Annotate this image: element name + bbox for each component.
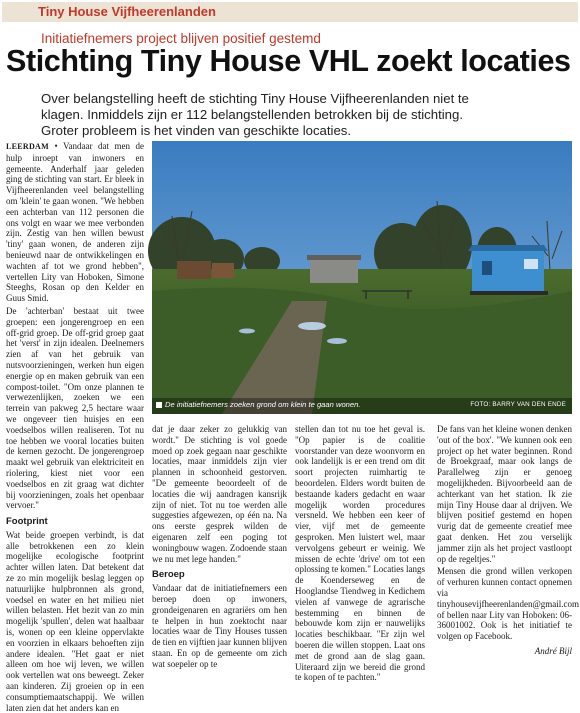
kicker: Initiatiefnemers project blijven positief gestemd xyxy=(41,31,321,46)
dateline: LEERDAM xyxy=(6,142,49,151)
article-column-3 xyxy=(295,424,425,683)
article-photo xyxy=(152,141,572,414)
paragraph xyxy=(6,141,144,304)
paragraph: Mensen die grond willen verkopen of verhuren kunnen contact opnemen via tinyhousevijfheerenlanden@gmail.com of bellen naar Lity van Hoboken: 06-36001002. Ook is het initiatief te volgen op Facebook. xyxy=(437,566,579,642)
photo-caption-bar xyxy=(152,398,572,414)
photo-caption: De initiatiefnemers zoeken grond om klein te gaan wonen. xyxy=(165,400,361,409)
paragraph: De 'achterban' bestaat uit twee groepen: een jongerengroep en een off-grid groep. De off-grid groep gaat het 'verst' in zijn idealen. Deelnemers zien af van het gebruik van nutsvoorzieningen, werken hun eigen energie op en maken gebruik van een compost-toilet. "Om onze plannen te verwezenlijken, zoeken we een terrein van pakweg 2,5 hectare waar we ongeveer tien huisjes en een voedselbos willen realiseren. Tot nu toe hebben we vooral locaties buiten de kernen gezocht. De jongerengroep maakt wel gebruik van elektriciteit en riolering, kiest niet voor een voedselbos en zit graag wat dichter bij voorzieningen, zoals het openbaar vervoer." xyxy=(6,305,144,511)
paragraph-text: • Vandaar dat men de hulp inroept van inwoners en gemeente. Anderhalf jaar geleden ging de stichting van start. Er bleek in Vijfheerenlanden veel belangstelling om 'klein' te gaan wonen. "We hebben een achterban van 112 personen die ons volgt en waar we mee verbonden zijn. Zestig van hen willen bewust 'tiny' gaan wonen, de anderen zijn benieuwd naar de ontwikkelingen en wachten af tot we grond hebben", vertellen Lity van Hoboken, Simone Steeghs, Rosan op den Kelder en Guus Smid. xyxy=(6,141,144,304)
paragraph: De fans van het kleine wonen denken 'out of the box'. "We kunnen ook een project op het water beginnen. Rond de Broekgraaf, maar ook langs de Parallelweg zijn er genoeg mogelijkheden. Bijvoorbeeld aan de achterkant van het station. Ik zie mijn Tiny House daar al drijven. We blijven positief gestemd en hopen vurig dat de gemeente creatief mee gaat denken. Het zou verselijk jammer zijn als het project vastloopt op de regeltjes." xyxy=(437,424,572,564)
subhead-footprint: Footprint xyxy=(6,516,48,528)
paragraph: Wat beide groepen verbindt, is dat alle betrokkenen een zo klein mogelijke ecologische footprint achter willen laten. Dat betekent dat ze zo min mogelijk beslag leggen op natuurlijke hulpbronnen als grond, voedsel en water en het milieu niet willen belasten. Het bezit van zo min mogelijk 'spullen', delen wat haalbaar is, wonen op een kleine oppervlakte en voorzien in elkaars behoeften zijn andere idealen. "Het gaat er niet alleen om hoe wij leven, we willen ook vertellen wat ons beweegt. Zeker aan kinderen. Zij groeien op in een consumptiemaatschappij. We willen laten zien dat het anders kan en xyxy=(6,529,144,713)
photo-credit: FOTO: BARRY VAN DEN ENDE xyxy=(470,401,566,408)
paragraph: Vandaar dat de initiatiefnemers een beroep doen op inwoners, grondeigenaren en agrariërs om hen te helpen in hun zoektocht naar locaties waar de Tiny Houses tussen de tien en vijftien jaar kunnen blijven staan. En op de gemeente om zich wat soepeler op te xyxy=(152,583,287,669)
tiny-house-field-image xyxy=(152,141,572,414)
section-bar xyxy=(2,2,578,22)
intro-line: Groter probleem is het vinden van geschikte locaties. xyxy=(41,123,352,138)
intro xyxy=(41,91,469,139)
caption-bullet xyxy=(156,402,162,408)
intro-line: klagen. Inmiddels zijn er 112 belangstellenden betrokken bij de stichting. xyxy=(41,107,464,122)
article-column-2 xyxy=(152,424,287,669)
paragraph: dat je daar zeker zo gelukkig van wordt." De stichting is vol goede moed op zoek gegaan naar geschikte locaties, maar inmiddels zijn vier plannen in schoonheid gestorven. "De gemeente beoordeelt of de locaties die wij aandragen kansrijk zijn of niet. Tot nu toe werden alle suggesties afgewezen, op één na. Na ons eerste gesprek wilden de eigenaren zelf een poging tot woningbouw wagen. Zodoende staan we nu met lege handen." xyxy=(152,424,287,564)
byline: André Bijl xyxy=(534,645,572,656)
intro-line: Over belangstelling heeft de stichting Tiny House Vijfheerenlanden niet te xyxy=(41,91,469,106)
paragraph: stellen dan tot nu toe het geval is. "Op papier is de coalitie voorstander van deze woonvorm en ook landelijk is er een trend om dit soort projecten ruimhartig te beoordelen. Elders wordt buiten de bestaande kaders gedacht en waar mogelijk worden procedures versneld. We hebben een keer of vier, vijf met de gemeente gesproken. Men luistert wel, maar vervolgens gebeurt er weinig. We missen de echte 'drive' om tot een oplossing te komen." Locaties langs de Koenderseweg en de Hooglandse Tiendweg in Kedichem vielen af vanwege de agrarische bestemming en binnen de bebouwde kom zijn er nauwelijks locaties beschikbaar. "Er zijn wel boeren die willen stoppen. Laat ons met de grond aan de slag gaan. Uiteraard zijn we bereid die grond te kopen of te pachten." xyxy=(295,424,425,683)
subhead-beroep: Beroep xyxy=(152,569,185,581)
headline: Stichting Tiny House VHL zoekt locaties xyxy=(6,44,571,78)
article-column-4 xyxy=(437,424,579,656)
section-label: Tiny House Vijfheerenlanden xyxy=(38,4,216,19)
article-column-1 xyxy=(6,141,144,713)
